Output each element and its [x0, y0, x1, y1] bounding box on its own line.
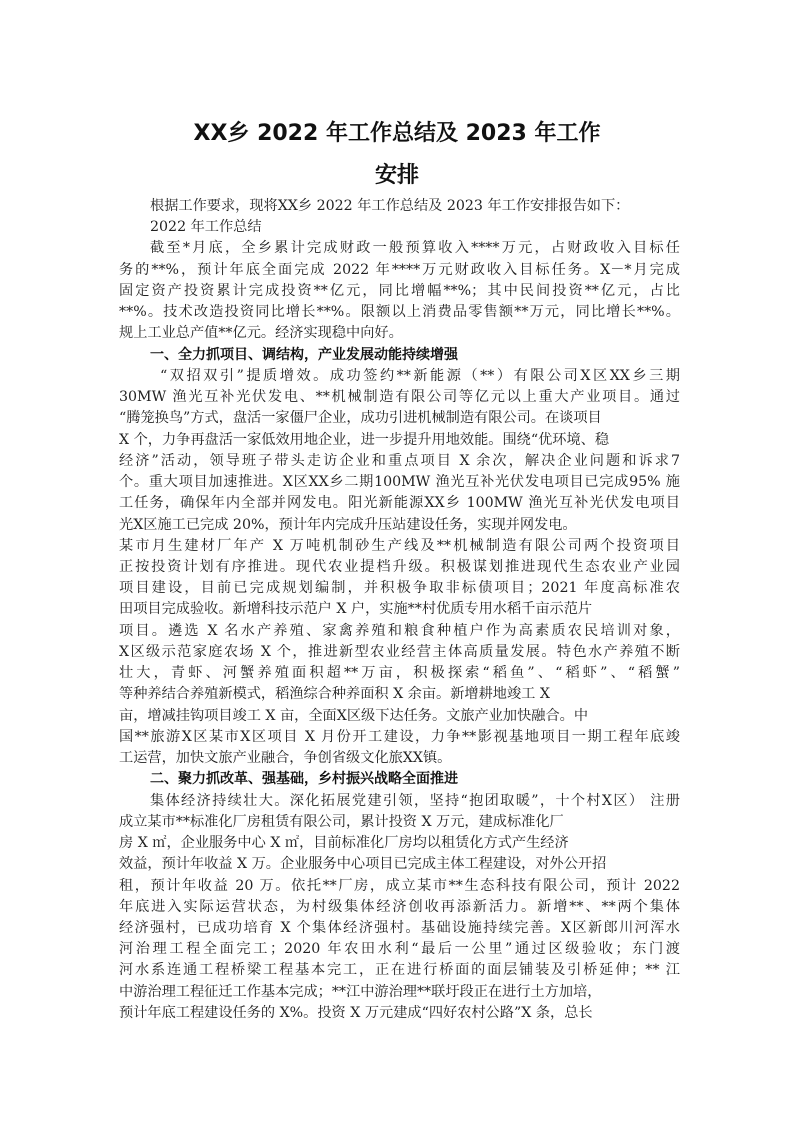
paragraph-line: 国**旅游X区某市X区项目 X 月份开工建设，力争**影视基地项目一期工程年底竣 [119, 728, 680, 745]
paragraph-line: 预计年底工程建设任务的 X%。投资 X 万元建成“四好农村公路”X 条，总长 [119, 1004, 593, 1021]
paragraph-line: 工运营，加快文旅产业融合，争创省级文化旅XX镇。 [119, 750, 452, 767]
paragraph-line: 务的**%，预计年底全面完成 2022 年****万元财政收入目标任务。X－*月完成 [119, 261, 680, 278]
paragraph-line: 经济”活动，领导班子带头走访企业和重点项目 X 余次，解决企业问题和诉求7 [119, 452, 680, 469]
document-title-continued: 安排 [374, 163, 419, 188]
paragraph-line: 成立某市**标准化厂房租赁有限公司，累计投资 X 万元，建成标准化厂 [119, 813, 564, 830]
paragraph-line: 规上工业总产值**亿元。经济实现稳中向好。 [119, 325, 403, 342]
paragraph-line: 项目建设，目前已完成规划编制，并积极争取非标债项目；2021 年度高标准农 [119, 580, 680, 597]
paragraph-line: “腾笼换鸟”方式，盘活一家僵尸企业，成功引进机械制造有限公司。在谈项目 [119, 410, 602, 427]
paragraph-line: 效益，预计年收益 X 万。企业服务中心项目已完成主体工程建设，对外公开招 [119, 856, 607, 873]
paragraph-line: 某市月生建材厂年产 X 万吨机制砂生产线及**机械制造有限公司两个投资项目 [119, 537, 680, 554]
section-label: 2022 年工作总结 [150, 219, 262, 236]
paragraph-line: 固定资产投资累计完成投资**亿元，同比增幅**%；其中民间投资**亿元，占比 [119, 282, 680, 299]
paragraph-line: **%。技术改造投资同比增长**%。限额以上消费品零售额**万元，同比增长**%。 [119, 304, 680, 321]
paragraph-line: 光X区施工已完成 20%，预计年内完成升压站建设任务，实现并网发电。 [119, 516, 577, 533]
section-heading-1: 一、全力抓项目、调结构，产业发展动能持续增强 [150, 346, 458, 363]
paragraph-line: 集体经济持续壮大。深化拓展党建引领，坚持“抱团取暖”，十个村X区） 注册 [150, 792, 680, 809]
paragraph-line: 租，预计年收益 20 万。依托**厂房，成立某市**生态科技有限公司，预计 2022 [119, 877, 680, 894]
paragraph-line: 壮大，青虾、河蟹养殖面积超**万亩，积极探索“稻鱼”、“稻虾”、“稻蟹” [119, 665, 680, 682]
paragraph-line: 截至*月底，全乡累计完成财政一般预算收入****万元，占财政收入目标任 [150, 240, 680, 257]
paragraph-line: 中游治理工程征迁工作基本完成；**江中游治理**联圩段正在进行土方加培， [119, 983, 602, 1000]
paragraph-line: 年底进入实际运营状态，为村级集体经济创收再添新活力。新增**、**两个集体 [119, 898, 680, 915]
paragraph-line: 个。重大项目加速推进。X区XX乡二期100MW 渔光互补光伏发电项目已完成95% 施 [119, 474, 680, 491]
document-body [119, 196, 680, 1024]
paragraph-line: 河治理工程全面完工；2020 年农田水利“最后一公里”通过区级验收；东门渡 [119, 941, 680, 958]
paragraph-line: 房 X ㎡，企业服务中心 X ㎡，目前标准化厂房均以租赁化方式产生经济 [119, 835, 569, 852]
paragraph-line: 经济强村，已成功培育 X 个集体经济强村。基础设施持续完善。X区新郎川河浑水 [119, 919, 680, 936]
paragraph-line: X区级示范家庭农场 X 个，推进新型农业经营主体高质量发展。特色水产养殖不断 [119, 643, 680, 660]
paragraph-line: 田项目完成验收。新增科技示范户 X 户，实施**村优质专用水稻千亩示范片 [119, 601, 593, 618]
intro-paragraph-line: 根据工作要求，现将XX乡 2022 年工作总结及 2023 年工作安排报告如下： [150, 198, 630, 214]
paragraph-line: 等种养结合养殖新模式，稻渔综合种养面积 X 余亩。新增耕地竣工 X [119, 686, 550, 703]
paragraph-line: 亩，增减挂钩项目竣工 X 亩，全面X区级下达任务。文旅产业加快融合。中 [119, 707, 589, 724]
section-heading-2: 二、聚力抓改革、强基础，乡村振兴战略全面推进 [150, 771, 458, 788]
paragraph-line: 正按投资计划有序推进。现代农业提档升级。积极谋划推进现代生态农业产业园 [119, 558, 680, 575]
paragraph-line: 30MW 渔光互补光伏发电、**机械制造有限公司等亿元以上重大产业项目。通过 [119, 389, 680, 406]
paragraph-line: X 个，力争再盘活一家低效用地企业，进一步提升用地效能。围绕“优环境、稳 [119, 431, 610, 448]
paragraph-line: 工任务，确保年内全部并网发电。阳光新能源XX乡 100MW 渔光互补光伏发电项目 [119, 495, 680, 512]
document-title: XX乡 2022 年工作总结及 2023 年工作 [193, 121, 601, 146]
paragraph-line: 项目。遴选 X 名水产养殖、家禽养殖和粮食种植户作为高素质农民培训对象， [119, 622, 680, 639]
paragraph-line: 河水系连通工程桥梁工程基本完工，正在进行桥面的面层铺装及引桥延伸；** 江 [119, 962, 680, 979]
paragraph-line: “双招双引”提质增效。成功签约**新能源（**）有限公司X区XX乡三期 [160, 367, 680, 384]
